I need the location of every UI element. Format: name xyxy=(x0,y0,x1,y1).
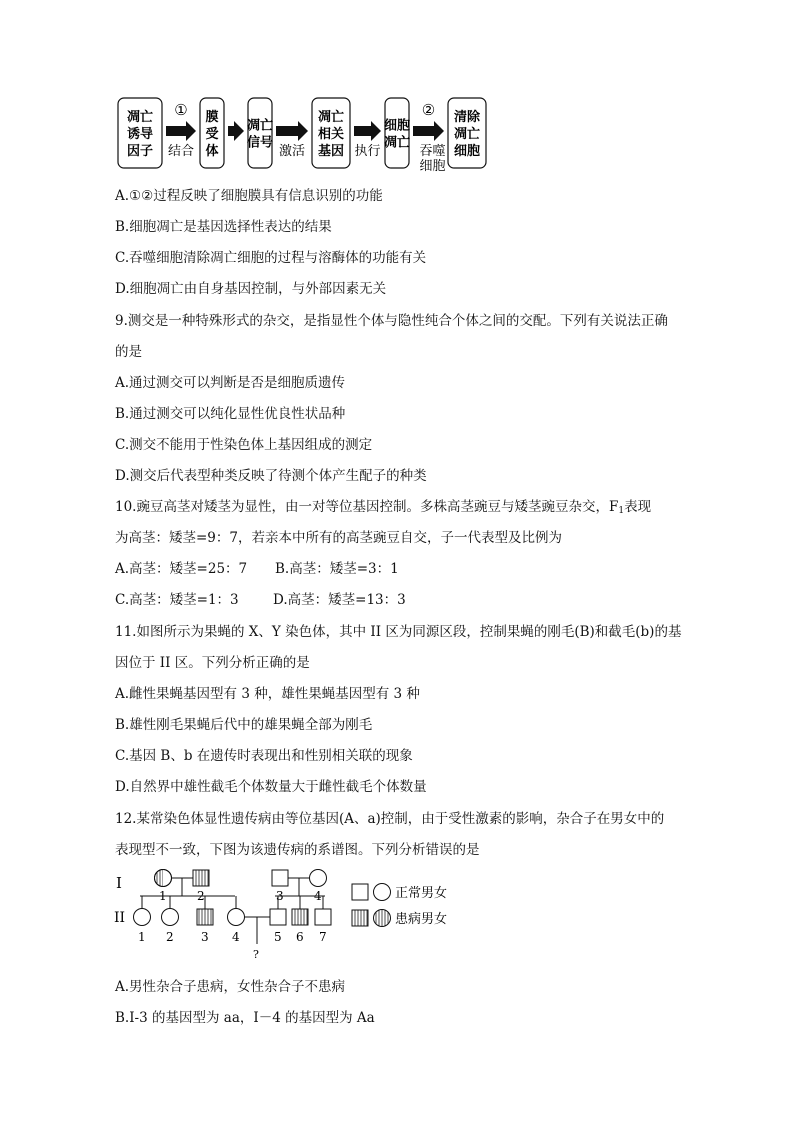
legend-normal-label: 正常男女 xyxy=(395,886,448,901)
pedigree-chart xyxy=(0,862,794,972)
q9-option-c: C.测交不能用于性染色体上基因组成的测定 xyxy=(115,437,373,453)
q8-option-d: D.细胞凋亡由自身基因控制，与外部因素无关 xyxy=(115,281,387,297)
flow-arrow-2 xyxy=(228,121,244,141)
pedigree-i3-number: 3 xyxy=(276,889,284,903)
generation-label-ii: II xyxy=(114,910,126,926)
flow-box-label-1: 凋亡诱导因子 xyxy=(126,110,154,159)
flow-arrow-top-label-1: ① xyxy=(174,101,188,119)
q9-option-d: D.测交后代表型种类反映了待测个体产生配子的种类 xyxy=(115,468,427,484)
pedigree-i1-female-carrier xyxy=(155,870,172,887)
q8-option-c: C.吞噬细胞清除凋亡细胞的过程与溶酶体的功能有关 xyxy=(115,250,427,266)
flow-box-label-2: 膜受体 xyxy=(205,110,219,159)
pedigree-ii4-number: 4 xyxy=(232,930,240,944)
q10-stem-text-a: 10.豌豆高茎对矮茎为显性，由一对等位基因控制。多株高茎豌豆与矮茎豌豆杂交，F xyxy=(115,499,619,515)
q9-option-b: B.通过测交可以纯化显性优良性状品种 xyxy=(115,406,346,422)
pedigree-i1-number: 1 xyxy=(159,889,167,903)
flow-arrow-top-label-5: ② xyxy=(421,101,436,119)
legend-affected-female xyxy=(374,910,391,927)
q11-option-d: D.自然界中雄性截毛个体数量大于雌性截毛个体数量 xyxy=(115,779,427,795)
flow-arrow-bottom-label-1: 结合 xyxy=(167,144,195,159)
pedigree-ii5-number: 5 xyxy=(274,930,282,944)
q9-option-a: A.通过测交可以判断是否是细胞质遗传 xyxy=(115,375,346,391)
flow-box-label-5: 细胞凋亡 xyxy=(383,118,411,151)
q12-stem-line1: 12.某常染色体显性遗传病由等位基因(A、a)控制，由于受性激素的影响，杂合子在男女中的 xyxy=(115,811,665,827)
q8-option-a: A.①②过程反映了细胞膜具有信息识别的功能 xyxy=(115,188,383,204)
q11-option-c: C.基因 B、b 在遗传时表现出和性别相关联的现象 xyxy=(115,748,413,764)
pedigree-ii7-number: 7 xyxy=(319,930,327,944)
flow-arrow-4 xyxy=(354,121,381,141)
legend-affected-label: 患病男女 xyxy=(395,912,448,927)
q10-stem-line1 xyxy=(115,498,651,520)
q10-option-a: A.高茎：矮茎=25：7 xyxy=(115,561,248,577)
flow-box-label-6: 清除凋亡细胞 xyxy=(453,110,481,159)
pedigree-ii1-number: 1 xyxy=(138,930,146,944)
pedigree-i3-normal-male xyxy=(272,870,288,886)
flow-box-label-3: 凋亡信号 xyxy=(246,118,274,151)
q10-stem-subscript: 1 xyxy=(618,506,625,516)
q10-option-d: D.高茎：矮茎=13：3 xyxy=(273,592,406,608)
pedigree-ii6-number: 6 xyxy=(296,930,304,944)
q8-option-b: B.细胞凋亡是基因选择性表达的结果 xyxy=(115,219,332,235)
q11-option-a: A.雌性果蝇基因型有 3 种，雄性果蝇基因型有 3 种 xyxy=(115,686,420,702)
pedigree-ii7-normal-male xyxy=(315,909,331,925)
q12-option-b: B.I-3 的基因型为 aa，I－4 的基因型为 Aa xyxy=(115,1010,375,1026)
pedigree-ii5-normal-male xyxy=(270,909,286,925)
q11-stem-line2: 因位于 II 区。下列分析正确的是 xyxy=(115,655,310,671)
q11-stem-line1: 11.如图所示为果蝇的 X、Y 染色体，其中 II 区为同源区段，控制果蝇的刚毛(B)和截毛(b)的基 xyxy=(115,624,682,640)
flow-arrow-5 xyxy=(413,121,444,141)
flow-box-label-4: 凋亡相关基因 xyxy=(317,110,345,159)
pedigree-i2-number: 2 xyxy=(197,889,205,903)
flow-arrow-bottom-label-3: 激活 xyxy=(278,144,306,159)
pedigree-ii3-number: 3 xyxy=(201,930,209,944)
q12-option-a: A.男性杂合子患病，女性杂合子不患病 xyxy=(115,979,346,995)
q10-stem-text-b: 表现 xyxy=(624,499,652,515)
q10-stem-line2: 为高茎：矮茎=9：7，若亲本中所有的高茎豌豆自交，子一代表型及比例为 xyxy=(115,530,562,546)
pedigree-ii6-affected-male xyxy=(292,909,308,925)
legend-normal-male xyxy=(352,884,368,900)
flow-arrow-bottom-label-4: 执行 xyxy=(354,144,381,159)
pedigree-ii1-normal-female xyxy=(134,909,151,926)
apoptosis-flow-diagram xyxy=(0,0,794,190)
legend-affected-male xyxy=(352,910,368,926)
flow-arrow-bottom-label-5: 吞噬细胞 xyxy=(419,144,446,174)
pedigree-i4-normal-female xyxy=(310,870,327,887)
pedigree-ii2-number: 2 xyxy=(166,930,174,944)
flow-arrow-3 xyxy=(276,121,308,141)
q12-stem-line2: 表现型不一致，下图为该遗传病的系谱图。下列分析错误的是 xyxy=(115,842,480,858)
flow-arrow-1 xyxy=(166,121,196,141)
generation-label-i: I xyxy=(116,874,122,892)
pedigree-ii4-normal-female xyxy=(228,909,245,926)
legend-normal-female xyxy=(374,884,391,901)
pedigree-i4-number: 4 xyxy=(314,889,322,903)
pedigree-ii2-normal-female xyxy=(162,909,179,926)
pedigree-ii3-affected-male xyxy=(197,909,213,925)
q9-stem-line1: 9.测交是一种特殊形式的杂交，是指显性个体与隐性纯合个体之间的交配。下列有关说法正确 xyxy=(115,313,668,329)
q10-option-b: B.高茎：矮茎=3：1 xyxy=(275,561,399,577)
q10-option-c: C.高茎：矮茎=1：3 xyxy=(115,592,239,608)
pedigree-i2-affected-male xyxy=(193,870,209,886)
pedigree-unknown-offspring: ? xyxy=(253,948,259,961)
q11-option-b: B.雄性刚毛果蝇后代中的雄果蝇全部为刚毛 xyxy=(115,717,373,733)
q9-stem-line2: 的是 xyxy=(115,344,142,360)
